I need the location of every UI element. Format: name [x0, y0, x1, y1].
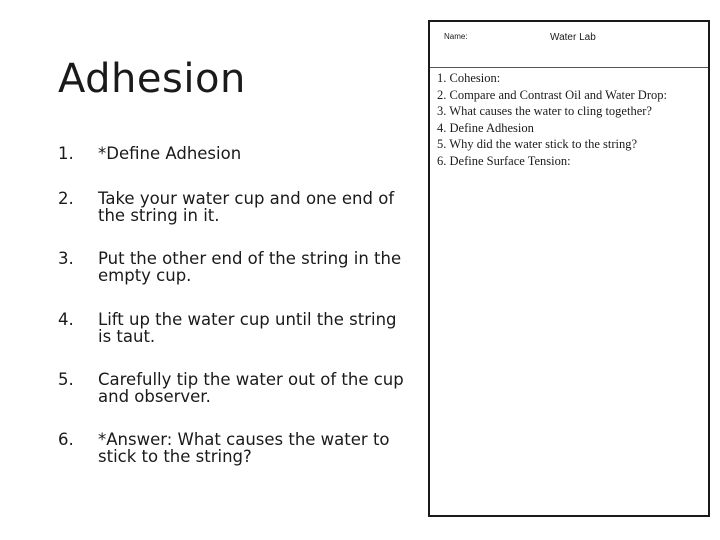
step-number: 5. [58, 370, 74, 389]
question-item: 1. Cohesion: [437, 71, 501, 85]
header-divider [430, 67, 708, 68]
step-number: 4. [58, 310, 74, 329]
step-text: Take your water cup and one end of the string in it. [98, 189, 395, 225]
page-title: Adhesion [58, 56, 246, 102]
worksheet-title: Water Lab [550, 32, 596, 43]
step-number: 1. [58, 144, 74, 163]
question-list [437, 70, 707, 170]
step-text: Put the other end of the string in the empty cup. [98, 249, 402, 285]
question-item: 3. What causes the water to cling together? [437, 104, 652, 119]
name-label: Name: [444, 32, 468, 41]
step-number: 2. [58, 189, 74, 208]
step-text: *Define Adhesion [98, 144, 242, 163]
step-text: Lift up the water cup until the string is taut. [98, 310, 397, 346]
question-item: 4. Define Adhesion [437, 120, 534, 135]
worksheet-panel [428, 20, 710, 517]
step-number: 3. [58, 249, 74, 268]
question-item: 5. Why did the water stick to the string? [437, 137, 638, 152]
question-item: 6. Define Surface Tension: [437, 153, 571, 168]
question-item: 2. Compare and Contrast Oil and Water Drop: [437, 87, 667, 102]
step-text: *Answer: What causes the water to stick to the string? [98, 430, 390, 466]
step-text: Carefully tip the water out of the cup and observer. [98, 370, 404, 406]
step-number: 6. [58, 430, 74, 449]
